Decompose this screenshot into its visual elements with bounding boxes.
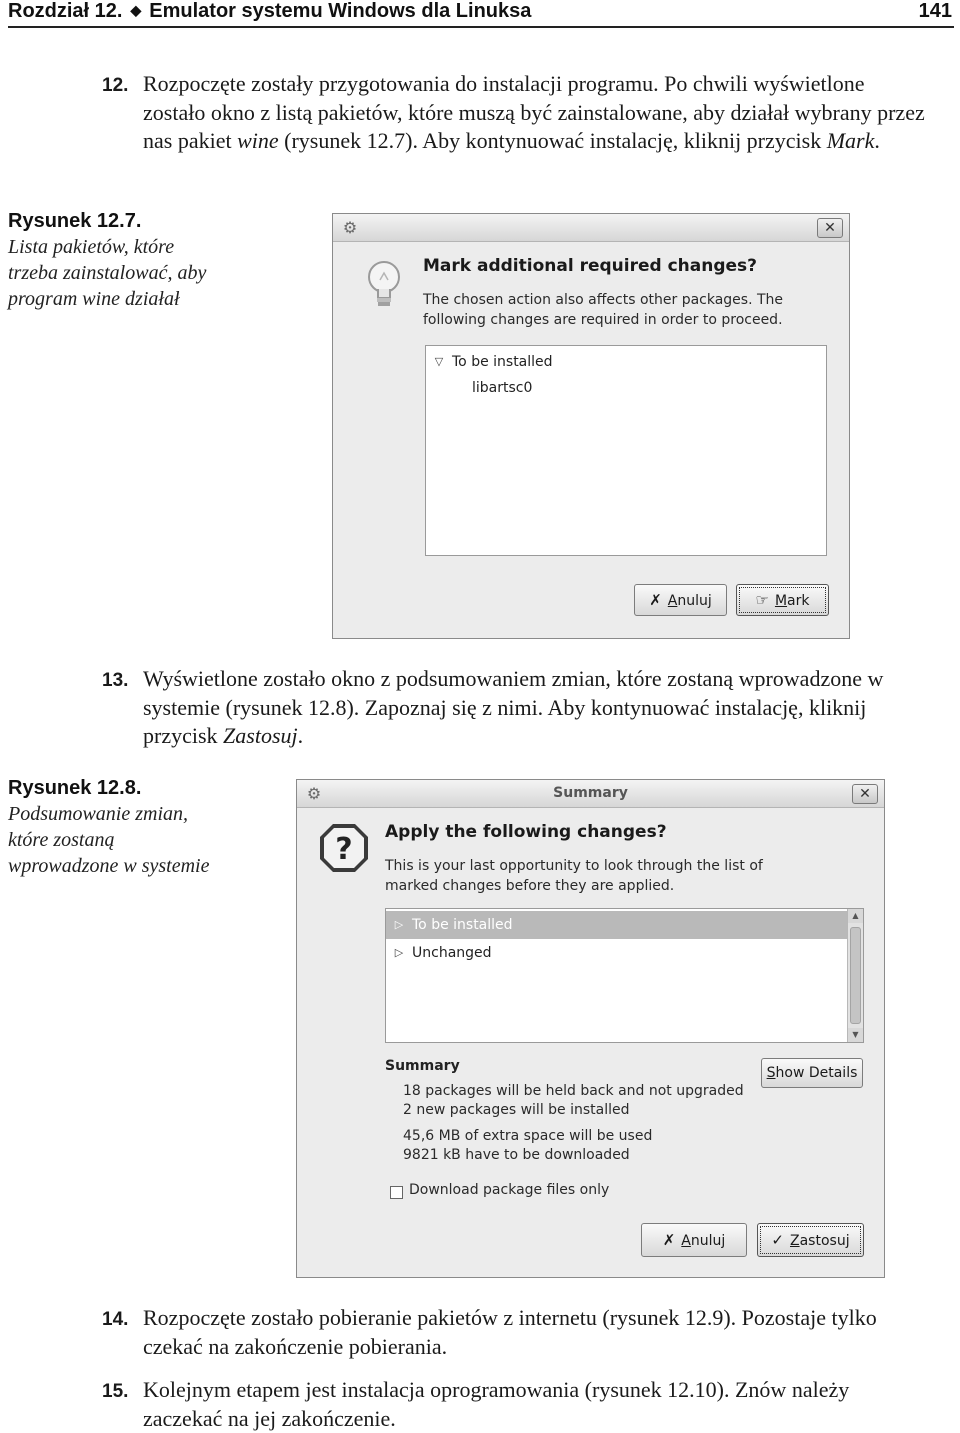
step-emphasis: Zastosuj	[223, 723, 298, 748]
show-details-button[interactable]	[761, 1058, 863, 1088]
step-text-part: .	[874, 128, 880, 153]
download-only-label[interactable]: Download package files only	[409, 1182, 610, 1198]
scroll-up-icon[interactable]: ▲	[848, 909, 863, 923]
step-number: 13.	[102, 670, 129, 691]
summary-section-title: Summary	[385, 1058, 460, 1074]
apply-button[interactable]	[757, 1223, 864, 1257]
summary-dialog	[296, 779, 885, 1278]
package-item[interactable]: libartsc0	[472, 380, 533, 396]
step-number: 14.	[102, 1309, 129, 1330]
app-menu-icon[interactable]: ⚙	[342, 218, 358, 237]
mnemonic: A	[681, 1233, 691, 1249]
dialog-heading: Apply the following changes?	[385, 822, 667, 842]
figure-label: Rysunek 12.8.	[8, 777, 142, 799]
cancel-button[interactable]	[641, 1223, 747, 1257]
app-menu-icon[interactable]: ⚙	[306, 784, 322, 803]
mnemonic: S	[766, 1065, 776, 1081]
question-mark-icon	[318, 822, 370, 874]
chapter-number: Rozdział 12.	[8, 0, 123, 22]
step-text-part: .	[297, 723, 304, 748]
cancel-x-icon: ✗	[649, 591, 662, 609]
step-emphasis: Mark	[826, 128, 875, 153]
figure-caption-text: Podsumowanie zmian, które zostaną wprowadzone w systemie	[8, 803, 210, 877]
step-12	[102, 70, 932, 156]
svg-text:?: ?	[335, 832, 353, 867]
step-emphasis: wine	[237, 128, 279, 153]
window-title: Summary	[553, 785, 628, 801]
scroll-down-icon[interactable]: ▼	[848, 1028, 863, 1042]
dialog-heading: Mark additional required changes?	[423, 256, 758, 276]
step-14	[102, 1304, 932, 1361]
cancel-button[interactable]	[634, 584, 727, 616]
page-number: 141	[918, 0, 952, 22]
mark-button[interactable]	[736, 584, 829, 616]
step-text-part: (rysunek 12.7). Aby kontynuować instalację, kliknij przycisk	[278, 128, 827, 153]
step-text-part: Rozpoczęte zostały przygotowania do instalacji programu. Po chwili wyświetlone zostało okno z listą pakietów, które muszą być zainstalowane, aby działał wybrany przez nas pakiet	[143, 71, 925, 153]
step-15	[102, 1376, 932, 1433]
step-number: 12.	[102, 75, 129, 96]
tree-group-to-be-installed[interactable]	[386, 911, 863, 939]
step-number: 15.	[102, 1381, 129, 1402]
button-label: astosuj	[799, 1233, 850, 1249]
scroll-thumb[interactable]	[850, 927, 861, 1024]
figure-label: Rysunek 12.7.	[8, 210, 142, 232]
step-text: Kolejnym etapem jest instalacja oprogramowania (rysunek 12.10). Znów należy zaczekać na jej zakończenie.	[143, 1377, 850, 1431]
figure-caption-text: Lista pakietów, które trzeba zainstalować, aby program wine działał	[8, 236, 207, 310]
title-bar	[333, 214, 849, 242]
hand-pointer-icon: ☞	[755, 591, 769, 609]
dialog-description: This is your last opportunity to look through the list of marked changes before they are applied.	[385, 858, 763, 894]
lightbulb-icon	[365, 260, 403, 312]
summary-line: 2 new packages will be installed	[403, 1102, 630, 1118]
title-bar	[297, 780, 884, 808]
summary-line: 45,6 MB of extra space will be used	[403, 1128, 653, 1144]
summary-line: 9821 kB have to be downloaded	[403, 1147, 630, 1163]
button-label: how Details	[775, 1065, 858, 1081]
download-only-checkbox[interactable]	[390, 1186, 403, 1199]
expander-right-icon[interactable]: ▷	[394, 918, 404, 931]
figure-caption	[8, 775, 218, 879]
diamond-icon: ◆	[130, 2, 142, 18]
step-text: Rozpoczęte zostało pobieranie pakietów z internetu (rysunek 12.9). Pozostaje tylko czekać na zakończenie pobierania.	[143, 1305, 877, 1359]
checkmark-icon: ✓	[771, 1231, 784, 1249]
close-button[interactable]: ✕	[852, 784, 878, 804]
cancel-x-icon: ✗	[662, 1231, 676, 1249]
tree-group-unchanged[interactable]	[386, 939, 863, 967]
expander-right-icon[interactable]: ▷	[394, 946, 404, 959]
button-label: nuluj	[690, 1233, 726, 1249]
dialog-description: The chosen action also affects other packages. The following changes are required in order to proceed.	[423, 292, 784, 328]
close-button[interactable]: ✕	[817, 218, 843, 238]
vertical-scrollbar[interactable]	[847, 909, 863, 1042]
button-label: nuluj	[677, 593, 712, 609]
package-tree[interactable]	[425, 345, 827, 556]
tree-group-label: To be installed	[412, 917, 513, 933]
figure-caption	[8, 208, 218, 312]
mnemonic: Z	[790, 1233, 800, 1249]
mnemonic: A	[667, 593, 678, 609]
mark-changes-dialog	[332, 213, 850, 639]
chapter-title: Emulator systemu Windows dla Linuksa	[149, 0, 532, 22]
summary-line: 18 packages will be held back and not upgraded	[403, 1083, 744, 1099]
step-text	[143, 70, 932, 156]
tree-group-to-be-installed[interactable]	[426, 348, 826, 376]
tree-group-label: To be installed	[452, 354, 553, 370]
button-label: ark	[787, 593, 810, 609]
step-text	[143, 665, 932, 751]
step-text-part: Wyświetlone zostało okno z podsumowaniem zmian, które zostaną wprowadzone w systemie (rysunek 12.8). Zapoznaj się z nimi. Aby kontynuować instalację, kliknij przycisk	[143, 666, 884, 748]
running-head-text	[8, 0, 531, 23]
running-head	[8, 0, 954, 28]
tree-group-label: Unchanged	[412, 945, 492, 961]
step-13	[102, 665, 932, 751]
mnemonic: M	[774, 593, 788, 609]
changes-tree[interactable]	[385, 908, 864, 1043]
expander-down-icon[interactable]: ▽	[434, 355, 444, 368]
